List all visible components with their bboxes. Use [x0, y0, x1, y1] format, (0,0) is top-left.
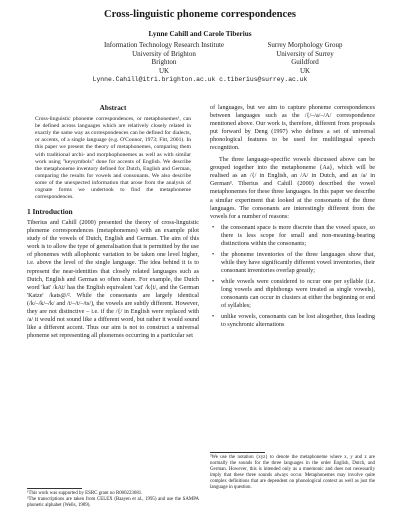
affiliation-right: [240, 41, 370, 75]
section-heading: 1 Introduction: [27, 207, 73, 217]
footnote: ²The transcriptions are taken from CELEX (Baayen et al., 1995) and use the SAMPA phonetic alphabet (Wells, 1989).: [27, 497, 199, 508]
footnotes-left: [27, 488, 199, 509]
footnote-rule: [27, 488, 82, 489]
footnote: ¹This work was supported by ESRC grant no R000223681.: [27, 491, 143, 496]
author-emails: Lynne.Cahill@itri.brighton.ac.uk c.tiberius@surrey.ac.uk: [92, 76, 308, 83]
left-column: [27, 104, 199, 340]
list-item: [210, 224, 375, 248]
list-item: [210, 251, 375, 275]
bullet-icon: •: [212, 278, 215, 285]
affiliation-line: Information Technology Research Institute: [103, 41, 225, 49]
bullet-icon: •: [212, 224, 215, 231]
affiliation-line: Brighton: [151, 58, 177, 67]
affiliation-line: UK: [158, 66, 170, 75]
right-column: [210, 104, 375, 332]
affiliation-line: Guildford: [291, 58, 319, 67]
list-item-text: the consonant space is more discrete than the vowel space, so there is less scope for small and non-meaning-bearing distinctions within the consonants;: [221, 224, 375, 247]
authors: Lynne Cahill and Carole Tiberius: [148, 30, 252, 38]
abstract-text: Cross-linguistic phoneme correspondences, or metaphonemes¹, can be defined across languages which are relatively closely related in exactly the same way as correspondences can be defined for dialects, or accents, of a single language (e.g. O'Connor, 1973; Fitt, 2001). In this paper we present the theory of metaphonemes, comparing them with traditional archi- and morphophonemes as well as with similar work using "keysymbols" done for accents of English. We describe the metaphoneme inventory defined for Dutch, English and German, comparing the results for vowels and consonants. We also describe some of the unexpected information that arose from the analysis of cognate forms we undertook to find the metaphoneme correspondences.: [35, 116, 191, 201]
footnote: ³We use the notation {xyz} to denote the metaphoneme where x, y and z are normally the sounds for the three languages in the order English, Dutch, and German. However, this is intended only as a mnemonic and does not necessarily imply that these three sounds always occur. Metaphonemes may involve quite complex definitions that are dependent on phonological context as well as just the language in question.: [210, 455, 375, 490]
bullet-icon: •: [212, 314, 215, 321]
paper-title: Cross-linguistic phoneme correspondences: [103, 9, 297, 20]
list-item-text: unlike vowels, consonants can be lost altogether, thus leading to synchronic alternations: [221, 314, 375, 329]
list-item-text: the phoneme inventories of the three languages show that, while they have significantly different vowel inventories, their consonant inventories overlap greatly;: [221, 251, 375, 274]
list-item: [210, 278, 375, 310]
abstract-heading: Abstract: [99, 104, 127, 112]
affiliation-left: [84, 41, 244, 75]
bullet-list: [210, 224, 375, 330]
affiliation-line: UK: [299, 66, 311, 75]
list-item-text: while vowels were considered to occur one per syllable (i.e. long vowels and diphthongs were treated as single vowels), consonants can occur in clusters at either the beginning or end of syllables;: [221, 278, 375, 310]
affiliation-line: Surrey Morphology Group: [267, 41, 343, 49]
paragraph: of languages, but we aim to capture phoneme correspondences between languages such as the /{/–/a/–/A/ correspondence mentioned above. Our work is, therefore, different from proposals put forward by Deng (1997) who defines a set of universal phonological features to be used for multilingual speech recognition.: [210, 105, 375, 152]
bullet-icon: •: [212, 251, 215, 258]
footnote-rule: [210, 452, 265, 453]
footnotes-right: [210, 452, 375, 491]
paragraph: The three language-specific vowels discussed above can be grouped together into the metaphoneme {Aa}, which will be realised as an /{/ in English, an /A/ in Dutch, and an /a/ in German³. Tiberius and Cahill (2000) described the vowel metaphonemes for these three languages. In this paper we describe a similar experiment that looked at the consonants of the three languages. The consonants are interestingly different from the vowels for a number of reasons:: [210, 157, 375, 220]
affiliation-line: University of Brighton: [132, 49, 196, 58]
affiliation-line: University of Surrey: [276, 49, 334, 58]
list-item: [210, 313, 375, 329]
section-body: Tiberius and Cahill (2000) presented the theory of cross-linguistic phoneme correspondences (metaphonemes) with an example pilot study of the vowels of Dutch, English and German. The aim of this work is to allow the type of generalisation that is permitted by the use of phonemes with allophonic variation to be taken one level higher, i.e. above the level of the single language. The idea behind it is to represent the near-identities that closely related languages such as Dutch, English and German so often share. For example, the Dutch word 'kat' /kAt/ has the English equivalent 'cat' /k{t/, and the German 'Katze' /kats@/². While the consonants are largely identical (/k/–/k/–/k/ and /t/–/t/–/ts/), the vowels are subtly different. However, they are not distinctive – i.e. if the /{/ in English were replaced with /a/ it would not sound like a different word, but rather it would sound like a different accent. Thus our aim is not to construct a universal phoneme set representing all phonemes occurring in a particular set: [27, 220, 199, 339]
